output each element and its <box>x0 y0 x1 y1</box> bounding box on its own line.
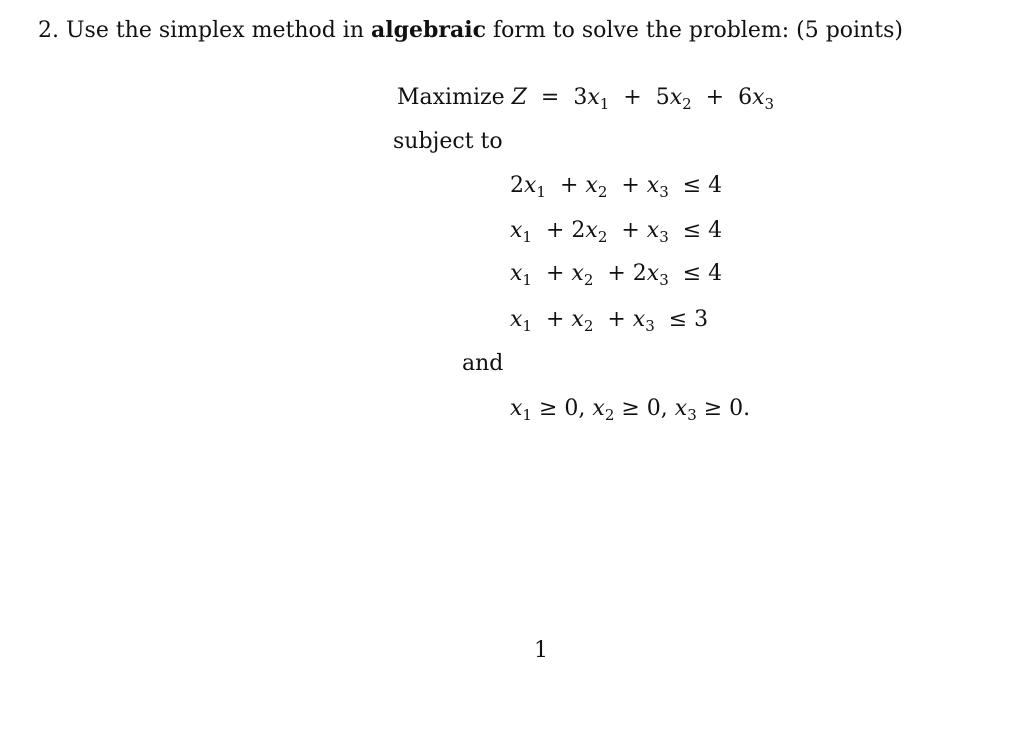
constraint-rhs: 4 <box>708 261 723 286</box>
problem-number: 2. <box>38 18 59 43</box>
constraint-sub: 1 <box>522 317 532 335</box>
constraint-rhs: 4 <box>708 218 723 243</box>
objective-sub: 2 <box>682 95 692 113</box>
bound-end: . <box>743 396 751 421</box>
subject-to-label: subject to <box>393 129 503 154</box>
objective-verb: Maximize <box>397 85 505 110</box>
bound-value: 0 <box>729 396 744 421</box>
objective-var: x <box>669 85 683 110</box>
problem-bold-word: algebraic <box>371 17 486 43</box>
objective-coef: 3 <box>573 85 588 110</box>
constraint-sub: 3 <box>659 228 669 246</box>
constraint-sub: 1 <box>522 271 532 289</box>
constraint-coef: 2 <box>632 261 647 286</box>
problem-text-before: Use the simplex method in <box>66 18 365 43</box>
bound-sub: 3 <box>687 406 697 424</box>
constraint-sub: 2 <box>583 271 594 289</box>
objective-function: Maximize $Z = 3x_1 + 5x_2 + 6x_3$ <box>397 85 775 113</box>
constraint-sub: 1 <box>522 228 532 246</box>
problem-statement <box>38 16 903 45</box>
constraint-sub: 3 <box>659 183 669 201</box>
constraint-sub: 1 <box>536 183 546 201</box>
constraint-coef: 2 <box>510 173 524 198</box>
nonnegativity-constraints: $x_1 \ge 0$, $x_2 \ge 0$, $x_3 \ge 0$. <box>510 396 751 424</box>
constraint-2: $x_1 + 2x_2 + x_3 \le 4$ <box>510 218 723 246</box>
objective-coef: 5 <box>655 85 670 110</box>
constraint-4: $x_1 + x_2 + x_3 \le 3$ <box>510 307 709 335</box>
constraint-sub: 3 <box>659 271 669 289</box>
constraint-sub: 3 <box>645 317 655 335</box>
bound-value: 0 <box>646 396 661 421</box>
bound-value: 0 <box>564 396 579 421</box>
constraint-1: $2x_1 + x_2 + x_3 \le 4$ <box>510 173 723 201</box>
objective-var: x <box>752 85 765 110</box>
constraint-rhs: 3 <box>694 307 709 332</box>
objective-sub: 1 <box>599 95 610 113</box>
constraint-coef: 2 <box>571 218 586 243</box>
constraint-rhs: 4 <box>708 173 723 198</box>
bound-sub: 2 <box>604 406 615 424</box>
constraint-sub: 2 <box>597 228 608 246</box>
objective-coef: 6 <box>738 85 753 110</box>
and-label: and <box>462 351 504 376</box>
bound-sub: 1 <box>522 406 532 424</box>
constraint-sub: 2 <box>597 183 608 201</box>
page-number: 1 <box>534 638 548 663</box>
constraint-3: $x_1 + x_2 + 2x_3 \le 4$ <box>510 261 723 289</box>
objective-var: x <box>587 85 600 110</box>
objective-sub: 3 <box>764 95 775 113</box>
objective-lhs: Z <box>511 85 527 110</box>
problem-text-after: form to solve the problem: (5 points) <box>493 18 903 43</box>
constraint-sub: 2 <box>583 317 594 335</box>
